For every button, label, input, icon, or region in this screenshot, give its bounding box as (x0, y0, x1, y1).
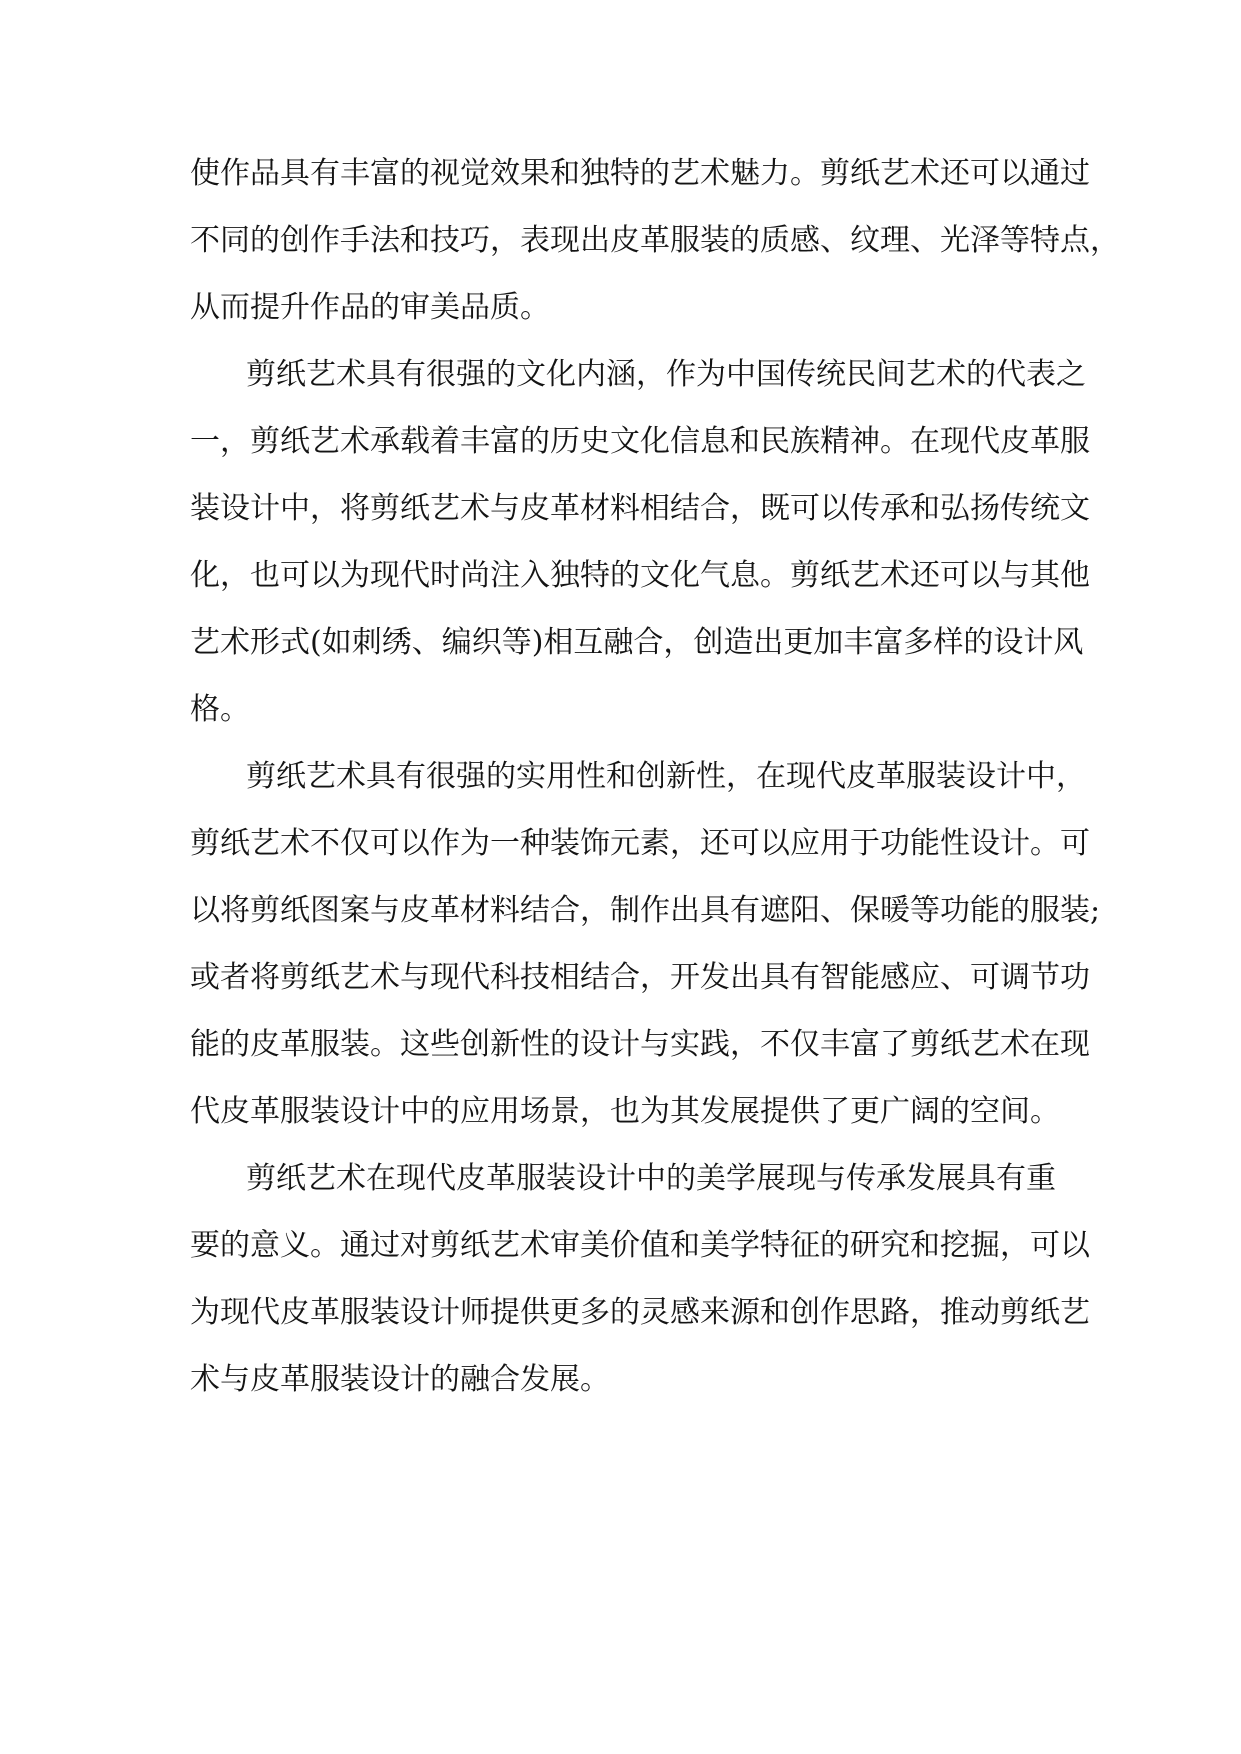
text-line: 艺术形式(如刺绣、编织等)相互融合，创造出更加丰富多样的设计风 (190, 625, 1084, 660)
paragraph-3 (190, 743, 1101, 1145)
text-line: 能的皮革服装。这些创新性的设计与实践，不仅丰富了剪纸艺术在现 (190, 1027, 1090, 1062)
text-line: 以将剪纸图案与皮革材料结合，制作出具有遮阳、保暖等功能的服装; (190, 893, 1101, 928)
text-line: 化，也可以为现代时尚注入独特的文化气息。剪纸艺术还可以与其他 (190, 558, 1090, 593)
text-line: 剪纸艺术在现代皮革服装设计中的美学展现与传承发展具有重 (246, 1161, 1056, 1196)
text-line: 或者将剪纸艺术与现代科技相结合，开发出具有智能感应、可调节功 (190, 960, 1090, 995)
text-line: 装设计中，将剪纸艺术与皮革材料相结合，既可以传承和弘扬传统文 (190, 491, 1090, 526)
text-line: 从而提升作品的审美品质。 (190, 290, 550, 325)
text-line: 剪纸艺术具有很强的实用性和创新性，在现代皮革服装设计中， (246, 759, 1086, 794)
body-text (190, 140, 1120, 1413)
text-line: 要的意义。通过对剪纸艺术审美价值和美学特征的研究和挖掘，可以 (190, 1228, 1090, 1263)
text-line: 格。 (190, 692, 250, 727)
text-line: 术与皮革服装设计的融合发展。 (190, 1362, 610, 1397)
paragraph-1 (190, 140, 1120, 341)
text-line: 为现代皮革服装设计师提供更多的灵感来源和创作思路，推动剪纸艺 (190, 1295, 1090, 1330)
text-line: 使作品具有丰富的视觉效果和独特的艺术魅力。剪纸艺术还可以通过 (190, 156, 1090, 191)
text-line: 一，剪纸艺术承载着丰富的历史文化信息和民族精神。在现代皮革服 (190, 424, 1090, 459)
text-line: 代皮革服装设计中的应用场景，也为其发展提供了更广阔的空间。 (190, 1094, 1060, 1129)
paragraph-4 (190, 1145, 1090, 1413)
text-line: 不同的创作手法和技巧，表现出皮革服装的质感、纹理、光泽等特点， (190, 223, 1120, 258)
text-line: 剪纸艺术不仅可以作为一种装饰元素，还可以应用于功能性设计。可 (190, 826, 1090, 861)
paragraph-2 (190, 341, 1090, 743)
text-line: 剪纸艺术具有很强的文化内涵，作为中国传统民间艺术的代表之 (246, 357, 1086, 392)
